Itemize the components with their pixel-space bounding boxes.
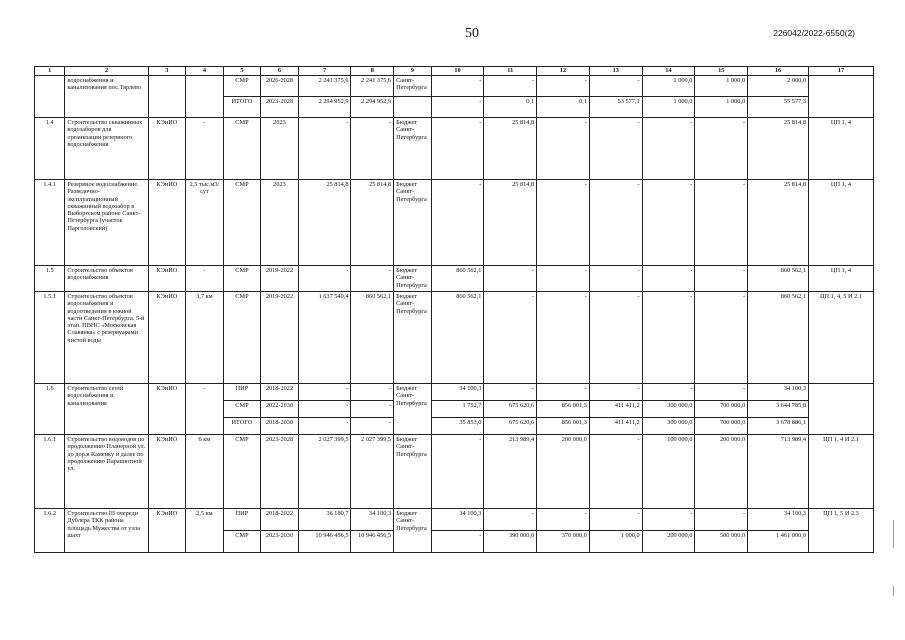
value-cell: 35 853,0 bbox=[431, 418, 484, 435]
value-cell: 25 814,8 bbox=[351, 180, 394, 266]
value-cell: - bbox=[351, 401, 394, 418]
value-cell: 25 814,8 bbox=[484, 118, 537, 180]
capacity-cell: 2,5 тыс.м3/сут bbox=[186, 180, 224, 266]
value-cell: - bbox=[695, 509, 748, 531]
value-cell: - bbox=[589, 180, 642, 266]
value-cell: 53 577,1 bbox=[589, 97, 642, 118]
value-cell: - bbox=[642, 384, 695, 401]
value-cell: 390 000,0 bbox=[484, 531, 537, 553]
value-cell: 2 294 952,9 bbox=[298, 97, 351, 118]
stage-cell: СМР bbox=[223, 266, 261, 292]
value-cell: - bbox=[589, 384, 642, 401]
value-cell: - bbox=[642, 266, 695, 292]
value-cell: - bbox=[589, 118, 642, 180]
value-cell: - bbox=[537, 292, 590, 384]
value-cell: 100 000,0 bbox=[642, 435, 695, 509]
value-cell: - bbox=[642, 292, 695, 384]
capacity-cell: 6 км bbox=[186, 435, 224, 509]
document-id: 226042/2022-6550(2) bbox=[773, 28, 855, 38]
stage-cell: СМР bbox=[223, 401, 261, 418]
col-header: 1 bbox=[35, 67, 65, 76]
program-ref-cell: ЦП 1, 4 И 2.1 bbox=[808, 435, 873, 509]
value-cell: - bbox=[589, 509, 642, 531]
project-name-cell: Строительство водоводов по продолжению Планерной ул. до дор.в Каменку и далее по продолжению Парашютной ул. bbox=[65, 435, 148, 509]
funding-source-cell: Бюджет Санкт-Петербурга bbox=[394, 118, 432, 180]
table-row bbox=[35, 292, 874, 384]
value-cell: 2 241 375,6 bbox=[351, 76, 394, 97]
value-cell: - bbox=[537, 384, 590, 401]
value-cell: - bbox=[351, 118, 394, 180]
years-cell: 2018-2022 bbox=[261, 509, 299, 531]
funding-source-cell: Бюджет Санкт-Петербурга bbox=[394, 266, 432, 292]
organization-cell: КЭиИО bbox=[148, 435, 186, 509]
value-cell: 1 000,0 bbox=[589, 531, 642, 553]
value-cell: - bbox=[484, 292, 537, 384]
capacity-cell: - bbox=[186, 384, 224, 435]
stage-cell: ПИР bbox=[223, 384, 261, 401]
value-cell: - bbox=[589, 292, 642, 384]
value-cell: - bbox=[695, 384, 748, 401]
organization-cell: КЭиИО bbox=[148, 384, 186, 435]
col-header: 14 bbox=[642, 67, 695, 76]
value-cell: - bbox=[695, 180, 748, 266]
value-cell: - bbox=[589, 266, 642, 292]
value-cell: 856 001,3 bbox=[537, 418, 590, 435]
stage-cell: СМР bbox=[223, 76, 261, 97]
years-cell: 2018-2030 bbox=[261, 418, 299, 435]
col-header: 12 bbox=[537, 67, 590, 76]
row-number-cell: 1.4.1 bbox=[35, 180, 65, 266]
value-cell: 200 000,0 bbox=[537, 435, 590, 509]
investment-program-table bbox=[34, 66, 874, 553]
project-name-cell: Резервное водоснабжение. Разведочно-эксплуатационный скважинный водозабор в Выборгском районе Санкт-Петербурга (участок Парголовский) bbox=[65, 180, 148, 266]
value-cell: - bbox=[537, 180, 590, 266]
funding-source-cell: Бюджет Санкт-Петербурга bbox=[394, 509, 432, 553]
value-cell: - bbox=[537, 509, 590, 531]
value-cell: 860 562,1 bbox=[351, 292, 394, 384]
program-ref-cell: ЦП 1, 4 bbox=[808, 118, 873, 180]
total-cell: 860 562,1 bbox=[748, 292, 809, 384]
value-cell: - bbox=[537, 118, 590, 180]
organization-cell: КЭиИО bbox=[148, 509, 186, 553]
value-cell: 2 027 399,5 bbox=[298, 435, 351, 509]
funding-source-cell: Бюджет Санкт-Петербурга bbox=[394, 384, 432, 435]
table-row bbox=[35, 266, 874, 292]
table-row bbox=[35, 76, 874, 97]
col-header: 15 bbox=[695, 67, 748, 76]
value-cell: - bbox=[642, 118, 695, 180]
years-cell: 2023 bbox=[261, 118, 299, 180]
years-cell: 2026-2028 bbox=[261, 76, 299, 97]
organization-cell: КЭиИО bbox=[148, 180, 186, 266]
stage-cell: ИТОГО bbox=[223, 97, 261, 118]
col-header: 11 bbox=[484, 67, 537, 76]
funding-source-cell: Бюджет Санкт-Петербурга bbox=[394, 180, 432, 266]
value-cell: 860 562,1 bbox=[431, 292, 484, 384]
col-header: 13 bbox=[589, 67, 642, 76]
value-cell: 1 000,0 bbox=[642, 76, 695, 97]
value-cell: - bbox=[642, 509, 695, 531]
total-cell: 860 562,1 bbox=[748, 266, 809, 292]
value-cell: 200 000,0 bbox=[695, 435, 748, 509]
value-cell: - bbox=[351, 266, 394, 292]
value-cell: 300 000,0 bbox=[642, 401, 695, 418]
value-cell: 2 294 952,9 bbox=[351, 97, 394, 118]
value-cell: - bbox=[484, 509, 537, 531]
years-cell: 2023-2028 bbox=[261, 97, 299, 118]
program-ref-cell bbox=[808, 384, 873, 435]
value-cell: 1 752,7 bbox=[431, 401, 484, 418]
value-cell: 2 241 375,6 bbox=[298, 76, 351, 97]
project-name-cell: Строительство III очереди Дублера ТКК района площадь Мужества от узла шахт bbox=[65, 509, 148, 553]
years-cell: 2022-2030 bbox=[261, 401, 299, 418]
row-number-cell: 1.6.1 bbox=[35, 435, 65, 509]
margin-mark bbox=[893, 586, 894, 596]
value-cell: - bbox=[298, 401, 351, 418]
total-cell: 2 000,0 bbox=[748, 76, 809, 97]
capacity-cell: - bbox=[186, 266, 224, 292]
value-cell: 856 001,3 bbox=[537, 401, 590, 418]
value-cell: - bbox=[589, 76, 642, 97]
project-name-cell: Строительство сетей водоснабжения и канализования bbox=[65, 384, 148, 435]
stage-cell: ПИР bbox=[223, 509, 261, 531]
value-cell: 34 100,3 bbox=[351, 509, 394, 531]
funding-source-cell: Бюджет Санкт-Петербурга bbox=[394, 435, 432, 509]
margin-mark bbox=[893, 520, 894, 548]
stage-cell: СМР bbox=[223, 118, 261, 180]
organization-cell: КЭиИО bbox=[148, 266, 186, 292]
col-header: 5 bbox=[223, 67, 261, 76]
value-cell: - bbox=[431, 435, 484, 509]
total-cell: 34 100,3 bbox=[748, 384, 809, 401]
page-number: 50 bbox=[465, 26, 479, 41]
value-cell: - bbox=[298, 418, 351, 435]
value-cell: - bbox=[695, 292, 748, 384]
total-cell: 25 814,8 bbox=[748, 180, 809, 266]
table-row bbox=[35, 509, 874, 531]
total-cell: 55 577,3 bbox=[748, 97, 809, 118]
cell bbox=[394, 97, 432, 118]
value-cell: 411 411,2 bbox=[589, 418, 642, 435]
stage-cell: СМР bbox=[223, 531, 261, 553]
value-cell: - bbox=[351, 384, 394, 401]
table-row bbox=[35, 118, 874, 180]
value-cell: 1 000,0 bbox=[695, 76, 748, 97]
project-name-cell: Строительство объектов водоснабжения bbox=[65, 266, 148, 292]
row-number-cell: 1.5.1 bbox=[35, 292, 65, 384]
value-cell: - bbox=[431, 76, 484, 97]
value-cell: - bbox=[431, 531, 484, 553]
value-cell: 860 562,1 bbox=[431, 266, 484, 292]
value-cell: - bbox=[537, 266, 590, 292]
value-cell: 1 000,0 bbox=[695, 97, 748, 118]
col-header: 16 bbox=[748, 67, 809, 76]
value-cell: - bbox=[298, 266, 351, 292]
row-number-cell: 1.6 bbox=[35, 384, 65, 435]
value-cell: - bbox=[484, 266, 537, 292]
col-header: 3 bbox=[148, 67, 186, 76]
value-cell: 2 027 399,5 bbox=[351, 435, 394, 509]
total-cell: 713 989,4 bbox=[748, 435, 809, 509]
funding-source-cell: Бюджет Санкт-Петербурга bbox=[394, 292, 432, 384]
value-cell: 411 411,2 bbox=[589, 401, 642, 418]
col-header: 2 bbox=[65, 67, 148, 76]
col-header: 10 bbox=[431, 67, 484, 76]
value-cell: - bbox=[695, 118, 748, 180]
capacity-cell: - bbox=[186, 118, 224, 180]
value-cell: 25 814,8 bbox=[298, 180, 351, 266]
value-cell: 34 100,3 bbox=[431, 384, 484, 401]
value-cell: - bbox=[695, 266, 748, 292]
value-cell: - bbox=[642, 180, 695, 266]
value-cell: 700 000,0 bbox=[695, 401, 748, 418]
cell bbox=[148, 76, 186, 118]
years-cell: 2023-2028 bbox=[261, 435, 299, 509]
value-cell: 1 000,0 bbox=[642, 97, 695, 118]
row-number-cell: 1.5 bbox=[35, 266, 65, 292]
stage-cell: СМР bbox=[223, 435, 261, 509]
row-number-cell bbox=[35, 76, 65, 118]
capacity-cell: 3,7 км bbox=[186, 292, 224, 384]
total-cell: 34 100,3 bbox=[748, 509, 809, 531]
cell bbox=[186, 76, 224, 118]
value-cell: - bbox=[431, 118, 484, 180]
value-cell: 370 000,0 bbox=[537, 531, 590, 553]
row-number-cell: 1.6.2 bbox=[35, 509, 65, 553]
value-cell: 0,1 bbox=[537, 97, 590, 118]
value-cell: 300 000,0 bbox=[642, 418, 695, 435]
col-header: 17 bbox=[808, 67, 873, 76]
value-cell: 10 946 456,5 bbox=[298, 531, 351, 553]
row-number-cell: 1.4 bbox=[35, 118, 65, 180]
capacity-cell: 2,5 км bbox=[186, 509, 224, 553]
stage-cell: ИТОГО bbox=[223, 418, 261, 435]
value-cell: - bbox=[589, 435, 642, 509]
value-cell: 213 989,4 bbox=[484, 435, 537, 509]
value-cell: 700 000,0 bbox=[695, 418, 748, 435]
total-cell: 3 678 886,1 bbox=[748, 418, 809, 435]
program-ref-cell: ЦП 1, 5 И 2.3 bbox=[808, 509, 873, 553]
value-cell: - bbox=[431, 180, 484, 266]
table-row bbox=[35, 180, 874, 266]
years-cell: 2018-2022 bbox=[261, 384, 299, 401]
col-header: 7 bbox=[298, 67, 351, 76]
total-cell: 25 814,8 bbox=[748, 118, 809, 180]
col-header: 9 bbox=[394, 67, 432, 76]
years-cell: 2023 bbox=[261, 180, 299, 266]
total-cell: 1 461 000,0 bbox=[748, 531, 809, 553]
table-row bbox=[35, 435, 874, 509]
project-name-cell: Строительство скважинных водозаборов для организации резервного водоснабжения bbox=[65, 118, 148, 180]
program-ref-cell: ЦП 1, 4 bbox=[808, 180, 873, 266]
value-cell: 1 637 540,4 bbox=[298, 292, 351, 384]
stage-cell: СМР bbox=[223, 292, 261, 384]
organization-cell: КЭиИО bbox=[148, 292, 186, 384]
value-cell: - bbox=[298, 118, 351, 180]
value-cell: 200 000,0 bbox=[642, 531, 695, 553]
years-cell: 2019-2022 bbox=[261, 292, 299, 384]
value-cell: 36 180,7 bbox=[298, 509, 351, 531]
value-cell: - bbox=[537, 76, 590, 97]
project-name-cell: Строительство объектов водоснабжения и водоотведения в южной части Санкт-Петербурга. 5-й этап. ПВНС «Московская Славянка» с резервуарами чистой воды bbox=[65, 292, 148, 384]
total-cell: 3 644 785,8 bbox=[748, 401, 809, 418]
program-ref-cell: ЦП 1, 4, 5 И 2.1 bbox=[808, 292, 873, 384]
value-cell: 500 000,0 bbox=[695, 531, 748, 553]
value-cell: - bbox=[298, 384, 351, 401]
funding-source-cell: Санкт-Петербурга bbox=[394, 76, 432, 97]
years-cell: 2019-2022 bbox=[261, 266, 299, 292]
value-cell: - bbox=[351, 418, 394, 435]
value-cell: 675 620,6 bbox=[484, 418, 537, 435]
table-row bbox=[35, 384, 874, 401]
value-cell: 0,1 bbox=[484, 97, 537, 118]
organization-cell: КЭиИО bbox=[148, 118, 186, 180]
value-cell: 34 100,3 bbox=[431, 509, 484, 531]
program-ref-cell: ЦП 1, 4 bbox=[808, 266, 873, 292]
years-cell: 2023-2030 bbox=[261, 531, 299, 553]
column-number-row bbox=[35, 67, 874, 76]
value-cell: - bbox=[484, 384, 537, 401]
col-header: 4 bbox=[186, 67, 224, 76]
program-ref-cell bbox=[808, 76, 873, 118]
value-cell: 10 946 456,5 bbox=[351, 531, 394, 553]
col-header: 6 bbox=[261, 67, 299, 76]
value-cell: 675 620,6 bbox=[484, 401, 537, 418]
value-cell: 25 814,8 bbox=[484, 180, 537, 266]
col-header: 8 bbox=[351, 67, 394, 76]
value-cell: - bbox=[484, 76, 537, 97]
stage-cell: СМР bbox=[223, 180, 261, 266]
project-name-cell: водоснабжения и канализования пос.Тярлево bbox=[65, 76, 148, 118]
value-cell: - bbox=[431, 97, 484, 118]
